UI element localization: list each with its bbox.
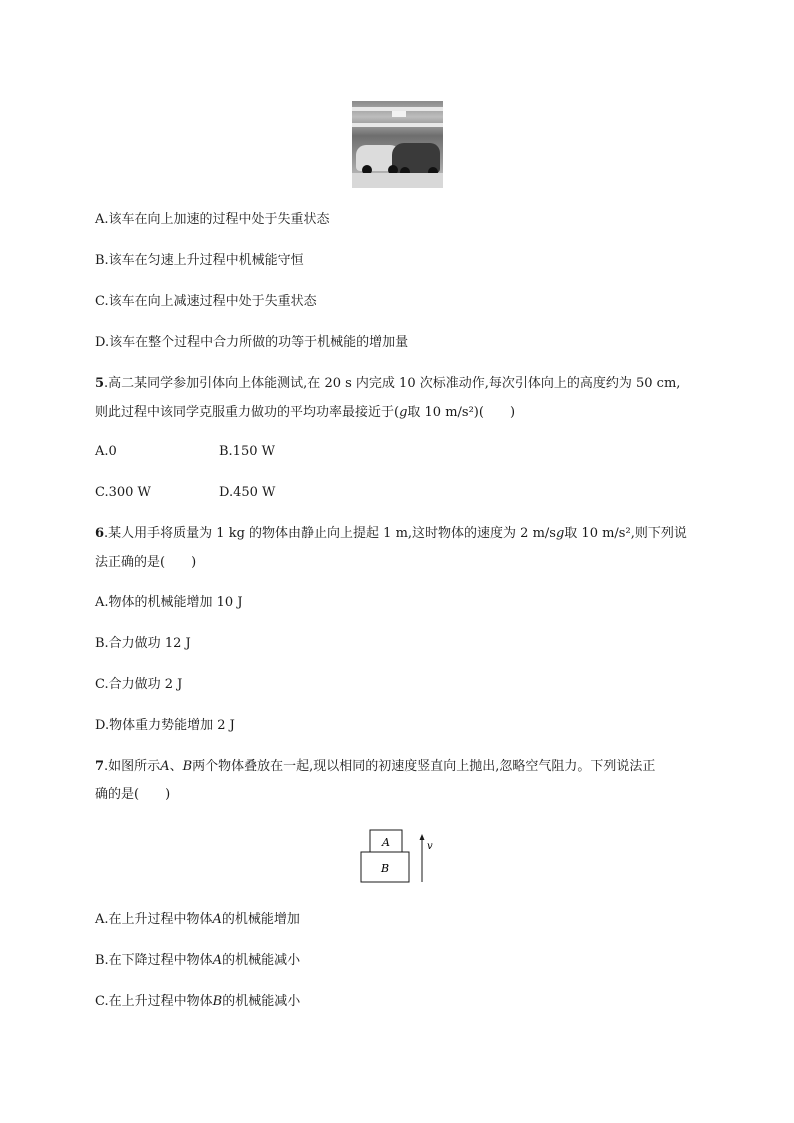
q7-opt-b-text-2: 的机械能减小 bbox=[222, 953, 301, 968]
block-b-label: B bbox=[380, 862, 390, 875]
q4-option-a: A.该车在向上加速的过程中处于失重状态 bbox=[95, 212, 330, 227]
q6-stem-line2: 法正确的是( ) bbox=[95, 555, 197, 570]
q7-opt-a-text-2: 的机械能增加 bbox=[221, 912, 300, 927]
q6-option-b: B.合力做功 12 J bbox=[95, 636, 191, 651]
q7-text-1b: 、 bbox=[169, 759, 183, 774]
q5-text-2a: 则此过程中该同学克服重力做功的平均功率最接近于( bbox=[95, 405, 400, 420]
q6-option-a: A.物体的机械能增加 10 J bbox=[95, 595, 243, 610]
q7-opt-c-var: B bbox=[212, 994, 223, 1009]
q7-option-c bbox=[95, 993, 300, 1011]
q4-option-b: B.该车在匀速上升过程中机械能守恒 bbox=[95, 253, 304, 268]
q6-option-d: D.物体重力势能增加 2 J bbox=[95, 718, 235, 733]
q5-var-g: g bbox=[399, 405, 408, 420]
q7-opt-a-text-1: A.在上升过程中物体 bbox=[95, 912, 213, 927]
q7-opt-b-text-1: B.在下降过程中物体 bbox=[95, 953, 213, 968]
q5-number: 5 bbox=[95, 376, 105, 391]
q5-option-c: C.300 W bbox=[95, 485, 151, 500]
q7-option-a bbox=[95, 911, 300, 929]
q4-option-d: D.该车在整个过程中合力所做的功等于机械能的增加量 bbox=[95, 335, 409, 350]
q5-option-d: D.450 W bbox=[219, 485, 276, 500]
q7-text-1a: .如图所示 bbox=[104, 759, 161, 774]
q5-stem-line1 bbox=[95, 375, 680, 393]
q6-text-1b: 取 10 m/s²,则下列说 bbox=[564, 526, 687, 541]
q7-opt-c-text-1: C.在上升过程中物体 bbox=[95, 994, 213, 1009]
velocity-arrowhead bbox=[420, 834, 425, 840]
q7-var-a: A bbox=[160, 759, 170, 774]
q7-var-b: B bbox=[182, 759, 193, 774]
q5-text-1: .高二某同学参加引体向上体能测试,在 20 s 内完成 10 次标准动作,每次引体向上的高度约为 50 cm, bbox=[104, 376, 681, 391]
q5-text-2b: 取 10 m/s²)( ) bbox=[407, 405, 516, 420]
q7-text-1c: 两个物体叠放在一起,现以相同的初速度竖直向上抛出,忽略空气阻力。下列说法正 bbox=[192, 759, 656, 774]
q5-stem-line2 bbox=[95, 404, 515, 422]
q7-stem-line1 bbox=[95, 758, 655, 776]
q7-number: 7 bbox=[95, 759, 105, 774]
q4-option-c: C.该车在向上减速过程中处于失重状态 bbox=[95, 294, 317, 309]
q5-option-b: B.150 W bbox=[219, 444, 275, 459]
block-a-label: A bbox=[382, 836, 390, 849]
q6-var-g: g bbox=[555, 526, 565, 541]
q6-text-1a: .某人用手将质量为 1 kg 的物体由静止向上提起 1 m,这时物体的速度为 2 m/s bbox=[104, 526, 556, 541]
q7-opt-a-var: A bbox=[212, 912, 222, 927]
q6-number: 6 bbox=[95, 526, 105, 541]
q7-opt-c-text-2: 的机械能减小 bbox=[222, 994, 301, 1009]
q6-option-c: C.合力做功 2 J bbox=[95, 677, 183, 692]
q6-stem-line1 bbox=[95, 525, 687, 543]
velocity-label: v bbox=[427, 841, 433, 852]
q7-stem-line2: 确的是( ) bbox=[95, 787, 171, 802]
stacked-blocks-diagram bbox=[355, 826, 445, 886]
q7-opt-b-var: A bbox=[212, 953, 223, 968]
car-lift-photo bbox=[352, 101, 443, 188]
q7-option-b bbox=[95, 952, 300, 970]
q5-option-a: A.0 bbox=[95, 444, 117, 459]
